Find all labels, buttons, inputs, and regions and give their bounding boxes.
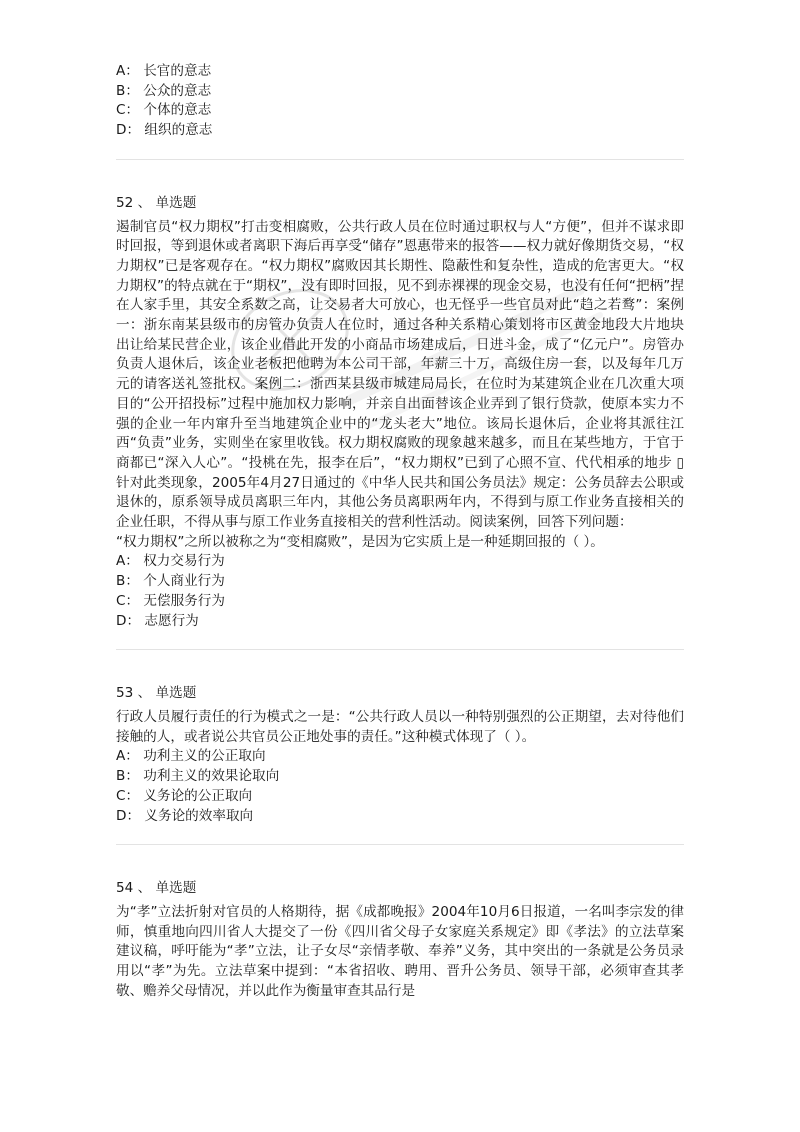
divider <box>116 649 684 650</box>
option-b[interactable]: B： 功利主义的效果论取向 <box>116 768 280 785</box>
option-c[interactable]: C： 义务论的公正取向 <box>116 787 253 804</box>
question-passage: 为“孝”立法折射对官员的人格期待，据《成都晚报》2004年10月6日报道，一名叫李宗发的律师，慎重地向四川省人大提交了一份《四川省父母子女家庭关系规定》即《孝法》的立法草案建议稿，呼吁能为“孝”立法，让子女尽“亲情孝敬、奉养”义务，其中突出的一条就是公务员录用以“孝”为先。立法草案中提到：“本省招收、聘用、晋升公务员、领导干部，必须审查其孝敬、赡养父母情况，并以此作为衡量审查其品行是 <box>116 903 684 999</box>
option-d[interactable]: D： 义务论的效率取向 <box>116 807 254 824</box>
question-header: 53 、 单选题 <box>116 685 197 702</box>
option-b[interactable]: B： 个人商业行为 <box>116 573 225 590</box>
question-52 <box>116 194 684 631</box>
divider <box>116 159 684 160</box>
option-b[interactable]: B： 公众的意志 <box>116 82 212 99</box>
question-header: 52 、 单选题 <box>116 194 197 211</box>
document-page <box>116 62 684 1001</box>
option-a[interactable]: A： 长官的意志 <box>116 63 212 79</box>
question-54 <box>116 879 684 1001</box>
option-a[interactable]: A： 功利主义的公正取向 <box>116 748 266 765</box>
question-passage: 遏制官员“权力期权”打击变相腐败，公共行政人员在位时通过职权与人“方便”，但并不谋求即时回报，等到退休或者离职下海后再享受“储存”恩惠带来的报答——权力就好像期货交易，“权力期权”已是客观存在。“权力期权”腐败因其长期性、隐蔽性和复杂性，造成的危害更大。“权力期权”的特点就在于“期权”，没有即时回报，见不到赤裸裸的现金交易，也没有任何“把柄”捏在人家手里，其安全系数之高，让交易者大可放心，也无怪乎一些官员对此“趋之若鹜”：案例一：浙东南某县级市的房管办负责人在位时，通过各种关系精心策划将市区黄金地段大片地块出让给某民营企业，该企业借此开发的小商品市场建成后，日进斗金，成了“亿元户”。房管办负责人退休后，该企业老板把他聘为本公司干部，年薪三十万，高级住房一套，以及每年几万元的请客送礼签批权。案例二：浙西某县级市城建局局长，在位时为某建筑企业在几次重大项目的“公开招投标”过程中施加权力影响，并亲自出面替该企业弄到了银行贷款，使原本实力不强的企业一年内窜升至当地建筑企业中的“龙头老大”地位。该局长退休后，企业将其派往江西“负责”业务，实则坐在家里收钱。权力期权腐败的现象越来越多，而且在某些地方，于官于商都已“深入人心”。“投桃在先，报李在后”，“权力期权”已到了心照不宣、代代相承的地步 ▯ 针对此类现象，2005年4月27日通过的《中华人民共和国公务员法》规定：公务员辞去公职或退休的，原系领导成员离职三年内，其他公务员离职两年内，不得到与原工作业务直接相关的企业任职，不得从事与原工作业务直接相关的营利性活动。阅读案例，回答下列问题： <box>116 218 684 531</box>
option-c[interactable]: C： 个体的意志 <box>116 102 212 119</box>
divider <box>116 844 684 845</box>
option-c[interactable]: C： 无偿服务行为 <box>116 592 225 609</box>
question-passage: 行政人员履行责任的行为模式之一是：“公共行政人员以一种特别强烈的公正期望，去对待他们接触的人，或者说公共官员公正地处事的责任。”这种模式体现了（ ）。 <box>116 708 684 745</box>
option-d[interactable]: D： 组织的意志 <box>116 122 213 139</box>
question-53 <box>116 684 684 826</box>
question-text: “权力期权”之所以被称之为“变相腐败”，是因为它实质上是一种延期回报的（ ）。 <box>116 533 604 550</box>
question-header: 54 、 单选题 <box>116 880 197 897</box>
question-51 <box>116 62 684 141</box>
option-d[interactable]: D： 志愿行为 <box>116 612 199 629</box>
option-a[interactable]: A： 权力交易行为 <box>116 553 225 570</box>
